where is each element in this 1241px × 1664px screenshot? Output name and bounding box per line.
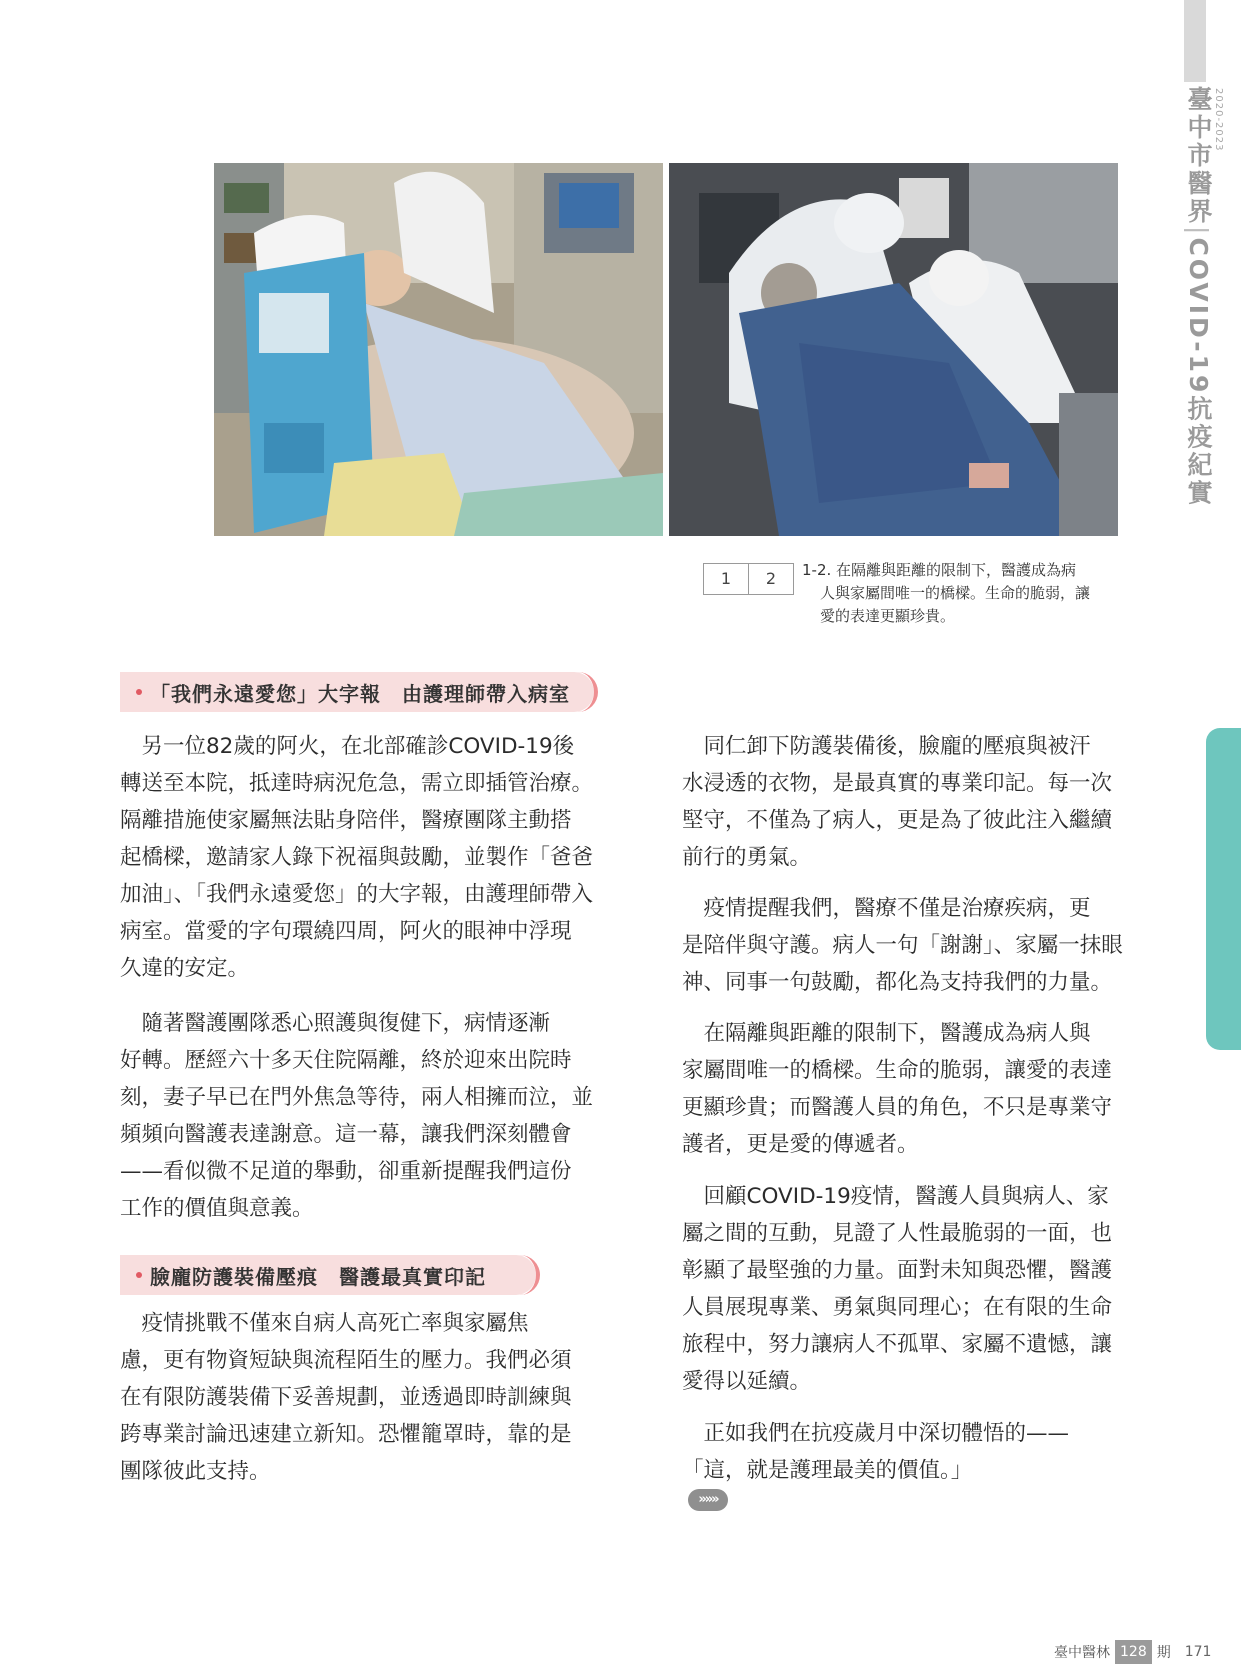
bullet-dot-icon bbox=[136, 689, 142, 695]
issue-number: 128 bbox=[1115, 1640, 1152, 1664]
caption-line-3: 愛的表達更顯珍貴。 bbox=[820, 607, 956, 625]
magazine-name: 臺中醫林 bbox=[1054, 1645, 1110, 1661]
photo-number-2: 2 bbox=[748, 563, 794, 595]
section-heading-2-text: 臉龐防護裝備壓痕 醫護最真實印記 bbox=[150, 1264, 486, 1289]
running-header-year: 2020-2023 bbox=[1213, 88, 1224, 152]
section-heading-2 bbox=[120, 1255, 536, 1295]
right-paragraph-2: 疫情提醒我們，醫療不僅是治療疾病，更 是陪伴與守護。病人一句「謝謝」、家屬一抹眼 神、同事一句鼓勵，都化為支持我們的力量。 bbox=[682, 896, 1123, 995]
caption-line-1: 1-2. 在隔離與距離的限制下，醫護成為病 bbox=[802, 561, 1077, 579]
bullet-dot-icon bbox=[136, 1272, 142, 1278]
section-tab bbox=[1206, 728, 1241, 1050]
right-paragraph-3: 在隔離與距離的限制下，醫護成為病人與 家屬間唯一的橋樑。生命的脆弱，讓愛的表達 更顯珍貴；而醫護人員的角色，不只是專業守 護者，更是愛的傳遞者。 bbox=[682, 1021, 1113, 1157]
icu-treatment-photo bbox=[214, 163, 663, 536]
edge-bar bbox=[1184, 0, 1206, 82]
section-heading-1 bbox=[120, 672, 594, 712]
patient-care-photo bbox=[669, 163, 1118, 536]
photo-number-1: 1 bbox=[703, 563, 749, 595]
left-paragraph-2: 隨著醫護團隊悉心照護與復健下，病情逐漸 好轉。歷經六十多天住院隔離，終於迎來出院時 刻，妻子早已在門外焦急等待，兩人相擁而泣，並 頻頻向醫護表達謝意。這一幕，讓我們深刻體會 ——看似微不足道的舉動，卻重新提醒我們這份 工作的價值與意義。 bbox=[120, 1011, 594, 1221]
issue-suffix: 期 bbox=[1156, 1645, 1171, 1661]
right-paragraph-5: 正如我們在抗疫歲月中深切體悟的—— 「這，就是護理最美的價值。」 »»» bbox=[682, 1415, 1120, 1511]
left-paragraph-1: 另一位82歲的阿火，在北部確診COVID-19後 轉送至本院，抵達時病況危急，需立即插管治療。 隔離措施使家屬無法貼身陪伴，醫療團隊主動搭 起橋樑，邀請家人錄下祝福與鼓勵，並製作「爸爸 加油」、「我們永遠愛您」的大字報，由護理師帶入 病室。當愛的字句環繞四周，阿火的眼神中浮現 久違的安定。 bbox=[120, 734, 594, 981]
right-paragraph-1: 同仁卸下防護裝備後，臉龐的壓痕與被汗 水浸透的衣物，是最真實的專業印記。每一次 堅守，不僅為了病人，更是為了彼此注入繼續 前行的勇氣。 bbox=[682, 734, 1113, 870]
running-header-title: 臺中市醫界|COVID-19抗疫紀實 bbox=[1184, 86, 1213, 508]
photo-caption bbox=[802, 559, 1120, 628]
page-footer bbox=[1054, 1640, 1211, 1664]
right-paragraph-4: 回顧COVID-19疫情，醫護人員與病人、家 屬之間的互動，見證了人性最脆弱的一面，也 彰顯了最堅強的力量。面對未知與恐懼，醫護 人員展現專業、勇氣與同理心；在有限的生命 旅程中，努力讓病人不孤單、家屬不遺憾，讓 愛得以延續。 bbox=[682, 1184, 1113, 1394]
section-heading-1-text: 「我們永遠愛您」大字報 由護理師帶入病室 bbox=[150, 681, 570, 706]
caption-line-2: 人與家屬間唯一的橋樑。生命的脆弱，讓 bbox=[820, 584, 1091, 602]
page-number: 171 bbox=[1184, 1644, 1212, 1660]
left-paragraph-3: 疫情挑戰不僅來自病人高死亡率與家屬焦 慮，更有物資短缺與流程陌生的壓力。我們必須 在有限防護裝備下妥善規劃，並透過即時訓練與 跨專業討論迅速建立新知。恐懼籠罩時，靠的是 團隊彼此支持。 bbox=[120, 1311, 572, 1484]
end-mark-icon: »»» bbox=[688, 1489, 728, 1511]
